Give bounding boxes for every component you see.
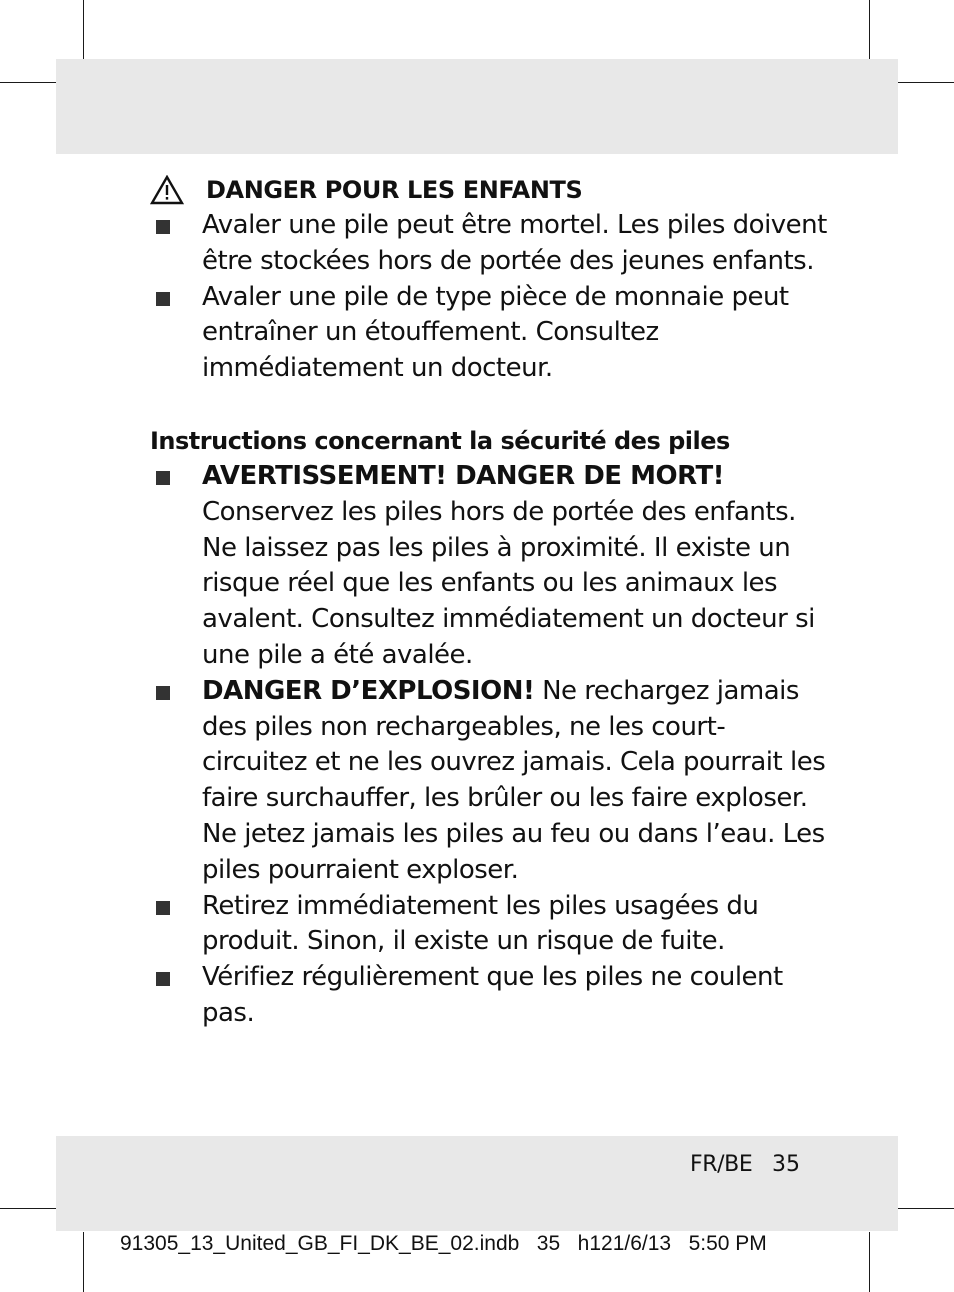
list-item: Vérifiez régulièrement que les piles ne coulent pas.: [150, 960, 830, 1032]
crop-mark-top-right: [869, 0, 870, 60]
crop-mark-bottom-left-h: [0, 1208, 56, 1209]
page-number: 35: [772, 1152, 800, 1177]
list-item: Retirez immédiatement les piles usagées du produit. Sinon, il existe un risque de fuite.: [150, 889, 830, 961]
bullet-square-icon: [156, 686, 170, 700]
crop-mark-top-left-h: [0, 82, 56, 83]
list-item: DANGER D’EXPLOSION! Ne rechargez jamais des piles non rechargeables, ne les court-circuitez et ne les ouvrez jamais. Cela pourrait les faire surchauffer, les brûler ou les faire exploser. Ne jetez jamais les piles au feu ou dans l’eau. Les piles pourraient exploser.: [150, 674, 830, 889]
bullet-square-icon: [156, 220, 170, 234]
page-content: [150, 172, 830, 1032]
crop-mark-bottom-right: [869, 1232, 870, 1292]
bullet-square-icon: [156, 901, 170, 915]
print-slug: 91305_13_United_GB_FI_DK_BE_02.indb 35 h121/6/13 5:50 PM: [120, 1232, 767, 1255]
list-item: Avaler une pile de type pièce de monnaie peut entraîner un étouffement. Consultez immédiatement un docteur.: [150, 280, 830, 387]
list-item: AVERTISSEMENT! DANGER DE MORT! Conservez les piles hors de portée des enfants. Ne laissez pas les piles à proximité. Il existe un risque réel que les enfants ou les animaux les avalent. Consultez immédiatement un docteur si une pile a été avalée.: [150, 459, 830, 674]
list-item: Avaler une pile peut être mortel. Les piles doivent être stockées hors de portée des jeunes enfants.: [150, 208, 830, 280]
warning-heading: [150, 172, 830, 208]
item-strong-label: DANGER D’EXPLOSION!: [202, 675, 535, 706]
crop-mark-top-right-h: [898, 82, 954, 83]
crop-mark-bottom-right-h: [898, 1208, 954, 1209]
crop-mark-bottom-left: [83, 1232, 84, 1292]
header-band: [56, 59, 898, 154]
bullet-square-icon: [156, 471, 170, 485]
warning-heading-text: DANGER POUR LES ENFANTS: [206, 176, 583, 204]
warning-triangle-icon: [150, 175, 184, 205]
bullet-square-icon: [156, 972, 170, 986]
warning-list: [150, 208, 830, 387]
safety-list: [150, 459, 830, 1032]
item-strong-label: AVERTISSEMENT! DANGER DE MORT!: [202, 460, 725, 491]
language-label: FR/BE: [690, 1152, 753, 1177]
crop-mark-top-left: [83, 0, 84, 60]
safety-section-title: Instructions concernant la sécurité des piles: [150, 426, 730, 455]
bullet-square-icon: [156, 292, 170, 306]
